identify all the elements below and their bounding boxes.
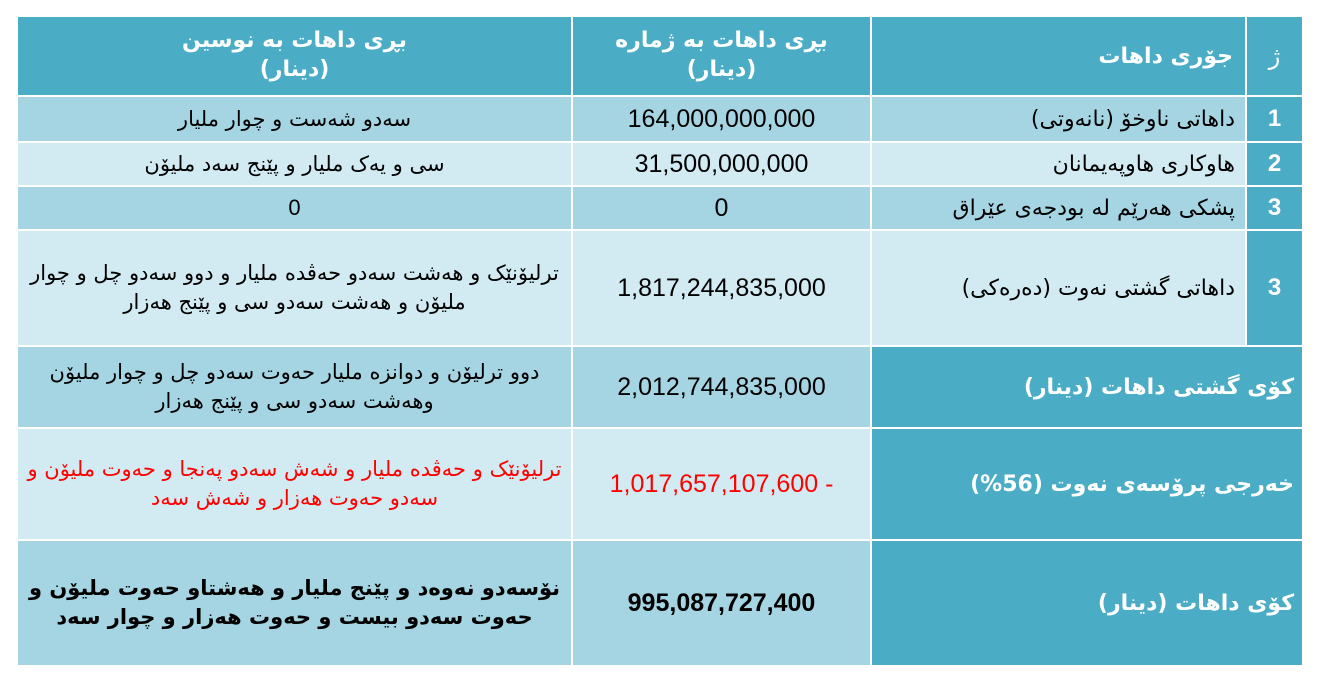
row-2-text: سی و یەک ملیار و پێنج سەد ملیۆن bbox=[18, 143, 571, 185]
summary-net-text: نۆسەدو نەوەد و پێنج ملیار و هەشتاو حەوت ملیۆن و حەوت سەدو بیست و حەوت هەزار و چوار سەد bbox=[18, 541, 571, 665]
summary-total-label: کۆی گشتی داهات (دینار) bbox=[872, 347, 1302, 427]
header-text-amount bbox=[18, 17, 571, 95]
row-3-index: 3 bbox=[1247, 187, 1302, 229]
summary-expense-label: خەرجی پرۆسەی نەوت (56%) bbox=[872, 429, 1302, 539]
summary-total-text: دوو ترلیۆن و دوانزە ملیار حەوت سەدو چل و چوار ملیۆن وهەشت سەدو سی و پێنج هەزار bbox=[18, 347, 571, 427]
row-1-number: 164,000,000,000 bbox=[573, 97, 870, 141]
summary-total-number: 2,012,744,835,000 bbox=[573, 347, 870, 427]
row-4-index: 3 bbox=[1247, 231, 1302, 345]
row-3-type: پشکی هەرێم لە بودجەی عێراق bbox=[872, 187, 1245, 229]
summary-expense-number: 1,017,657,107,600 - bbox=[573, 429, 870, 539]
header-text-amount-unit: (دینار) bbox=[259, 57, 330, 82]
row-1-index: 1 bbox=[1247, 97, 1302, 141]
header-number-amount bbox=[573, 17, 870, 95]
header-index: ژ bbox=[1247, 17, 1302, 95]
row-1-text: سەدو شەست و چوار ملیار bbox=[18, 97, 571, 141]
row-2-index: 2 bbox=[1247, 143, 1302, 185]
row-3-number: 0 bbox=[573, 187, 870, 229]
summary-net-number: 995,087,727,400 bbox=[573, 541, 870, 665]
revenue-table bbox=[18, 17, 1302, 665]
row-4-number: 1,817,244,835,000 bbox=[573, 231, 870, 345]
header-number-amount-label: بڕی داهات بە ژمارە bbox=[615, 28, 828, 54]
row-1-type: داهاتی ناوخۆ (نانەوتی) bbox=[872, 97, 1245, 141]
summary-net-label: کۆی داهات (دینار) bbox=[872, 541, 1302, 665]
row-4-text: ترلیۆنێک و هەشت سەدو حەڤدە ملیار و دوو سەدو چل و چوار ملیۆن و هەشت سەدو سی و پێنج هەزار bbox=[18, 231, 571, 345]
row-2-type: هاوکاری هاوپەیمانان bbox=[872, 143, 1245, 185]
header-number-amount-unit: (دینار) bbox=[686, 57, 757, 82]
row-3-text: 0 bbox=[18, 187, 571, 229]
header-revenue-type: جۆری داهات bbox=[872, 17, 1245, 95]
header-text-amount-label: بڕی داهات بە نوسین bbox=[182, 28, 407, 54]
summary-expense-text: ترلیۆنێک و حەڤدە ملیار و شەش سەدو پەنجا و حەوت ملیۆن و سەدو حەوت هەزار و شەش سەد bbox=[18, 429, 571, 539]
row-4-type: داهاتی گشتی نەوت (دەرەکی) bbox=[872, 231, 1245, 345]
row-2-number: 31,500,000,000 bbox=[573, 143, 870, 185]
